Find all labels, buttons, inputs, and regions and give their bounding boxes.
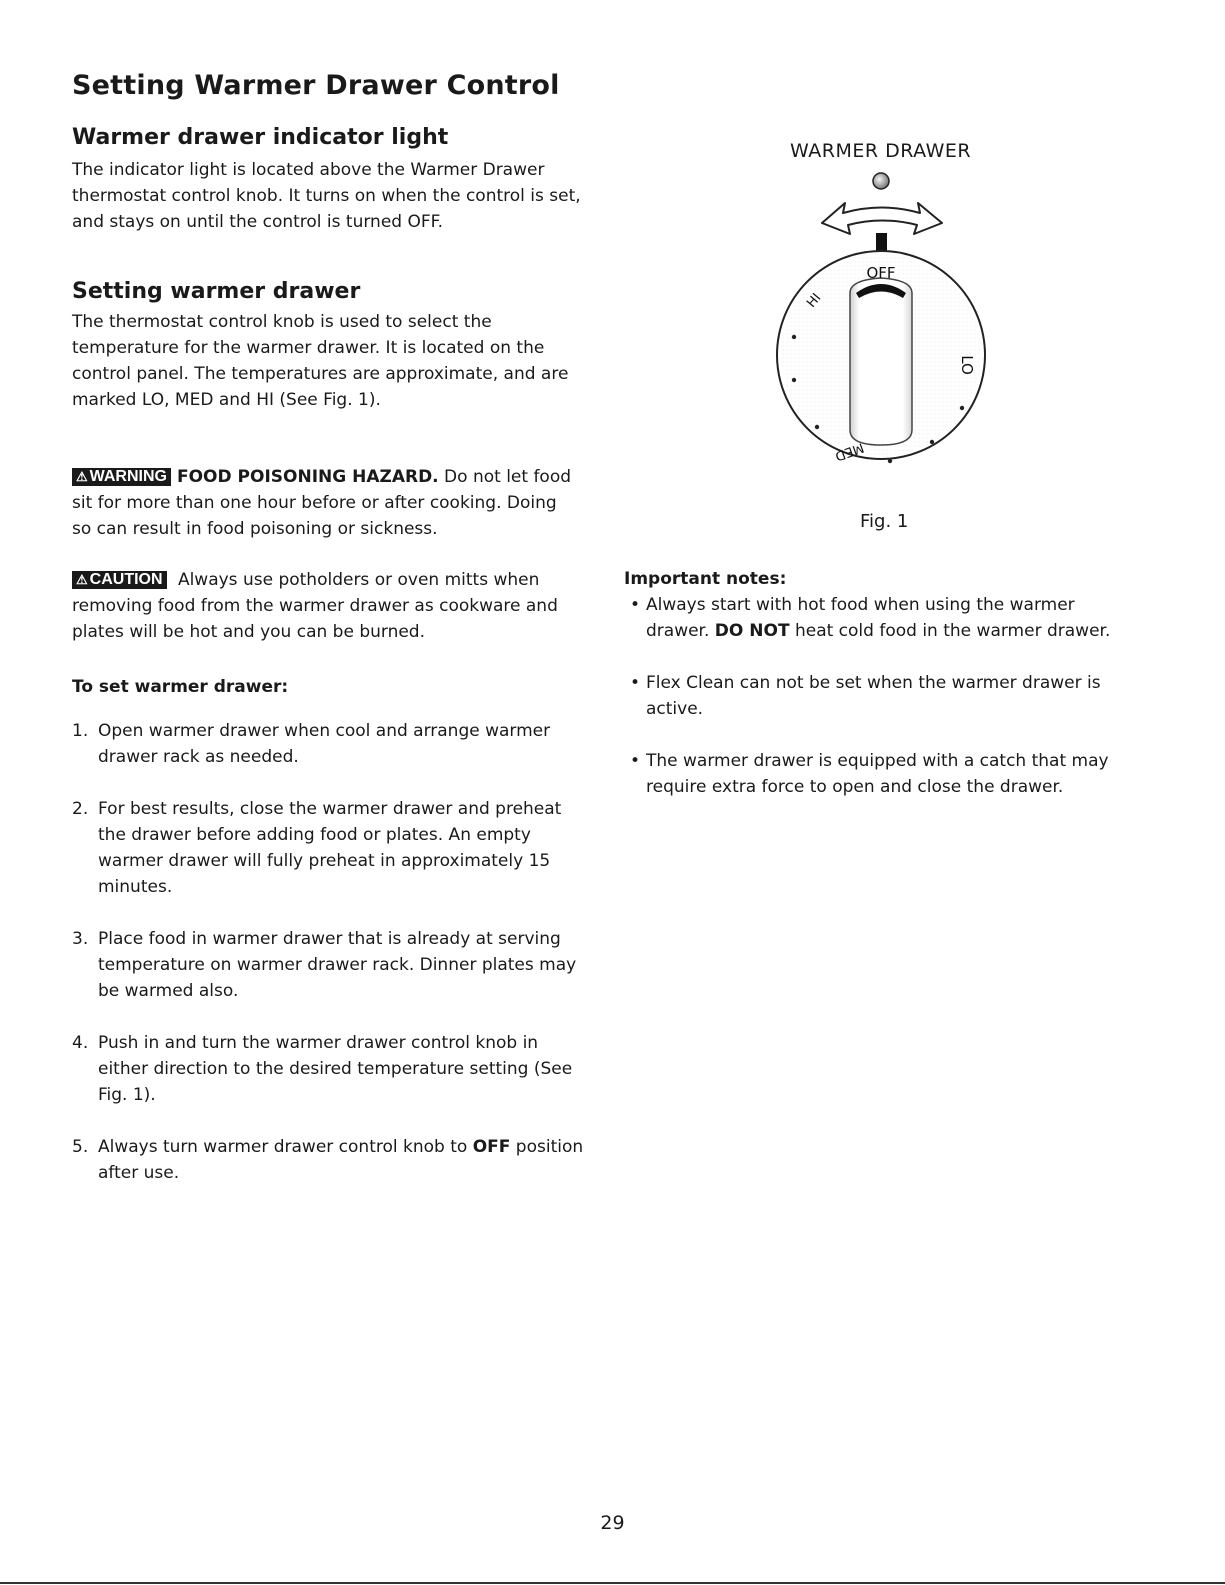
- step-number: 1.: [72, 721, 89, 741]
- caution-triangle-icon: ⚠: [76, 572, 88, 587]
- warning-badge-label: WARNING: [89, 468, 167, 485]
- warning-triangle-icon: ⚠: [76, 469, 88, 484]
- page-number: 29: [600, 1512, 625, 1534]
- figure-caption: Fig. 1: [860, 511, 909, 532]
- knob-dial-icon: [777, 251, 985, 463]
- step-number: 3.: [72, 929, 89, 949]
- knob-off-label: OFF: [866, 264, 896, 282]
- bottom-rule: [0, 1582, 1225, 1584]
- caution-badge: [72, 571, 167, 589]
- indicator-heading: Warmer drawer indicator light: [72, 125, 449, 150]
- bullet-icon: •: [629, 595, 641, 615]
- page-title: Setting Warmer Drawer Control: [72, 70, 560, 101]
- bullet-icon: •: [629, 751, 641, 771]
- warning-badge: [72, 468, 171, 486]
- note-text: The warmer drawer is equipped with a catch that may require extra force to open and close the drawer.: [646, 751, 1109, 797]
- notes-heading: Important notes:: [624, 569, 787, 589]
- caution-badge-label: CAUTION: [89, 571, 163, 588]
- step-text: Always turn warmer drawer control knob to OFF position after use.: [98, 1137, 584, 1183]
- list-item: [624, 592, 1134, 644]
- warmer-drawer-knob-diagram: [770, 165, 1000, 475]
- note-text: Always start with hot food when using the warmer drawer. DO NOT heat cold food in the warmer drawer.: [646, 595, 1111, 641]
- knob-hi-label: HI: [804, 290, 825, 311]
- step-number: 4.: [72, 1033, 89, 1053]
- steps-heading: To set warmer drawer:: [72, 677, 289, 697]
- list-item: [624, 670, 1134, 722]
- list-item: [72, 1134, 592, 1186]
- setting-body: The thermostat control knob is used to select the temperature for the warmer drawer. It is located on the control panel. The temperatures are approximate, and are marked LO, MED and HI (See Fig. 1).: [72, 312, 569, 410]
- list-item: [72, 926, 592, 1004]
- caution-text: Always use potholders or oven mitts when removing food from the warmer drawer as cookware and plates will be hot and you can be burned.: [72, 570, 558, 642]
- warning-text: Do not let food sit for more than one hour before or after cooking. Doing so can result in food poisoning or sickness.: [72, 467, 572, 539]
- bullet-icon: •: [629, 673, 641, 693]
- warning-block: [72, 464, 577, 542]
- step-text: Push in and turn the warmer drawer control knob in either direction to the desired temperature setting (See Fig. 1).: [98, 1033, 573, 1105]
- step-text: For best results, close the warmer drawer and preheat the drawer before adding food or plates. An empty warmer drawer will fully preheat in approximately 15 minutes.: [98, 799, 562, 897]
- note-text: Flex Clean can not be set when the warmer drawer is active.: [646, 673, 1101, 719]
- knob-med-label: MED: [832, 439, 866, 464]
- knob-lo-label: LO: [958, 355, 976, 375]
- figure-label: WARMER DRAWER: [790, 140, 972, 162]
- warning-hazard: FOOD POISONING HAZARD.: [176, 467, 439, 487]
- setting-heading: Setting warmer drawer: [72, 279, 361, 304]
- caution-block: [72, 567, 577, 645]
- list-item: [624, 748, 1134, 800]
- steps-list: [72, 718, 592, 1212]
- rotation-arrow-icon: [822, 203, 942, 234]
- step-text: Place food in warmer drawer that is already at serving temperature on warmer drawer rack. Dinner plates may be warmed also.: [98, 929, 577, 1001]
- step-number: 2.: [72, 799, 89, 819]
- important-notes: [624, 566, 1134, 826]
- list-item: [72, 1030, 592, 1108]
- indicator-body: The indicator light is located above the Warmer Drawer thermostat control knob. It turns on when the control is set, and stays on until the control is turned OFF.: [72, 160, 581, 232]
- indicator-light-icon: [873, 173, 889, 189]
- step-number: 5.: [72, 1137, 89, 1157]
- list-item: [72, 718, 592, 770]
- step-text: Open warmer drawer when cool and arrange warmer drawer rack as needed.: [98, 721, 551, 767]
- list-item: [72, 796, 592, 900]
